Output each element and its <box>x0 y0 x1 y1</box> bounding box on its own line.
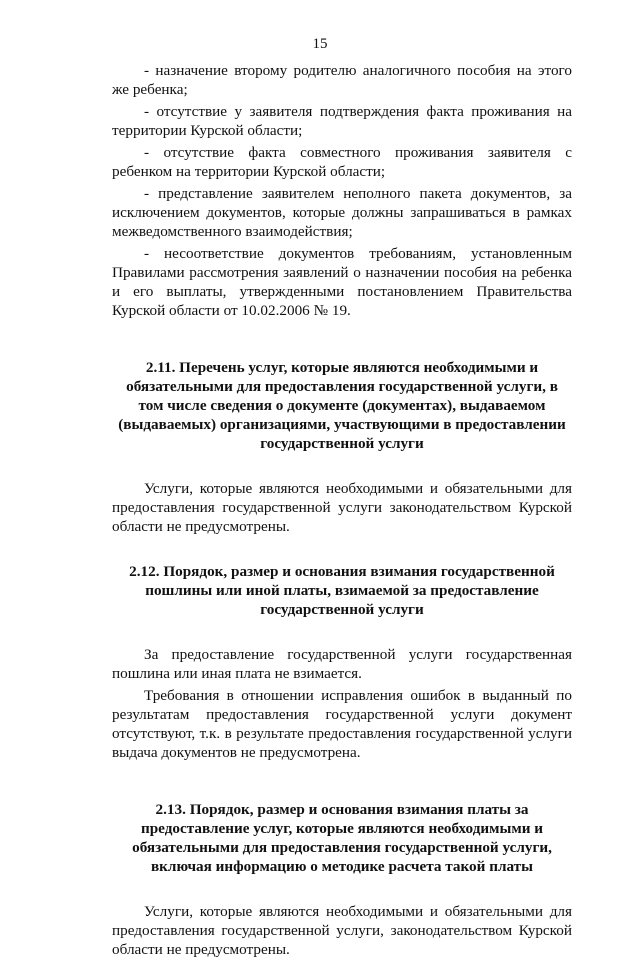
page-number: 15 <box>312 36 328 52</box>
list-item: - представление заявителем неполного пакета документов, за исключением документов, которые должны запрашиваться в рамках межведомственного взаимодействия; <box>112 185 572 240</box>
list-item: - отсутствие у заявителя подтверждения факта проживания на территории Курской области; <box>112 103 572 139</box>
list-item: - несоответствие документов требованиям, установленным Правилами рассмотрения заявлений о назначении пособия на ребенка и его выплаты, утвержденными постановлением Правительства Курской области от 10.02.2006 № 19. <box>112 245 572 319</box>
section-heading-2-12: 2.12. Порядок, размер и основания взимания государственной пошлины или иной платы, взимаемой за предоставление государственной услуги <box>129 563 555 618</box>
page-content <box>112 61 572 959</box>
section-heading-2-11: 2.11. Перечень услуг, которые являются необходимыми и обязательными для предоставления государственной услуги, в том числе сведения о документе (документах), выдаваемом (выдаваемых) организациями, участвующими в предоставлении государственной услуги <box>118 359 566 452</box>
section-heading-2-13: 2.13. Порядок, размер и основания взимания платы за предоставление услуг, которые являются необходимыми и обязательными для предоставления государственной услуги, включая информацию о методике расчета такой платы <box>132 801 552 875</box>
section-text-2-12-a: За предоставление государственной услуги государственная пошлина или иная плата не взимается. <box>112 646 572 682</box>
section-text-2-13: Услуги, которые являются необходимыми и обязательными для предоставления государственной услуги, законодательством Курской области не предусмотрены. <box>112 903 572 958</box>
list-item: - назначение второму родителю аналогичного пособия на этого же ребенка; <box>112 62 572 98</box>
section-text-2-11: Услуги, которые являются необходимыми и обязательными для предоставления государственной услуги законодательством Курской области не предусмотрены. <box>112 480 572 535</box>
list-item: - отсутствие факта совместного проживания заявителя с ребенком на территории Курской области; <box>112 144 572 180</box>
section-text-2-12-b: Требования в отношении исправления ошибок в выданный по результатам предоставления государственной услуги документ отсутствуют, т.к. в результате предоставления государственной услуги выдача документов не предусмотрена. <box>112 687 572 761</box>
